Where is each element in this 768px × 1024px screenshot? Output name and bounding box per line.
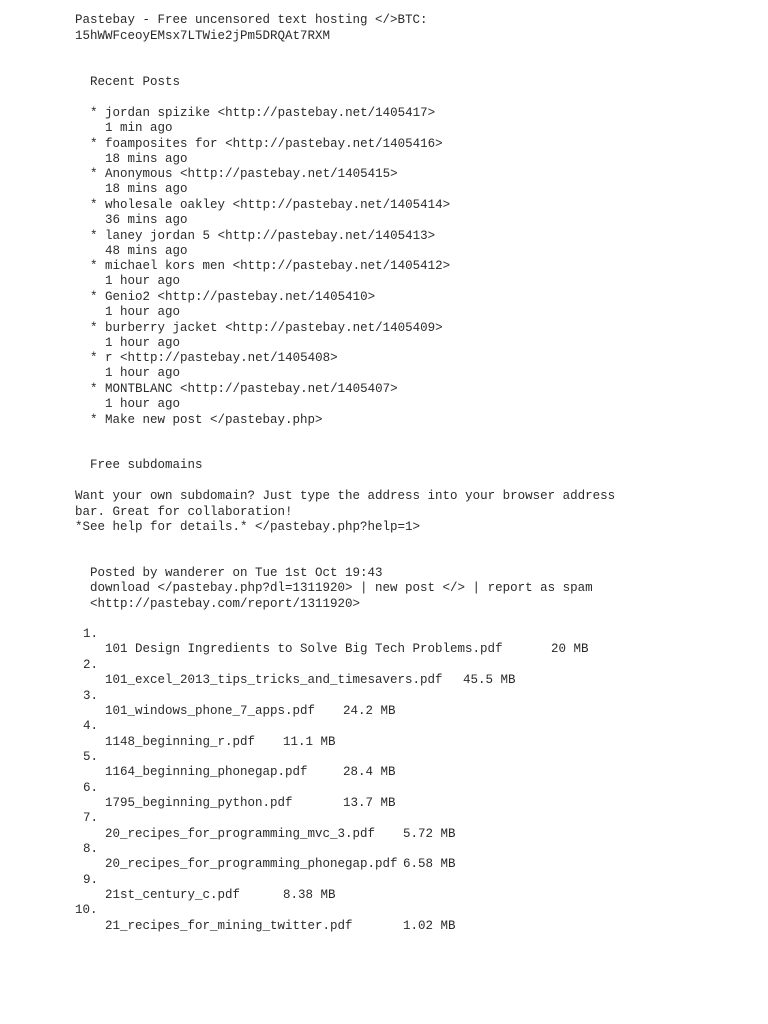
list-item[interactable]: * Genio2 <http://pastebay.net/1405410> (90, 290, 376, 304)
list-item[interactable]: * wholesale oakley <http://pastebay.net/1405414> (90, 198, 451, 212)
free-subdomains-heading: Free subdomains (90, 458, 203, 472)
file-number: 7. (83, 811, 99, 825)
post-link[interactable]: <http://pastebay.net/1405410> (157, 290, 376, 304)
post-title: r (105, 351, 113, 365)
file-name: 101 Design Ingredients to Solve Big Tech Problems.pdf (105, 642, 503, 656)
file-number: 10. (75, 903, 98, 917)
post-age: 1 hour ago (105, 274, 181, 288)
file-size: 5.72 MB (403, 827, 456, 841)
list-item[interactable]: * laney jordan 5 <http://pastebay.net/1405413> (90, 229, 436, 243)
file-number: 4. (83, 719, 99, 733)
file-size: 13.7 MB (343, 796, 396, 810)
file-size: 28.4 MB (343, 765, 396, 779)
list-item[interactable]: * burberry jacket <http://pastebay.net/1405409> (90, 321, 443, 335)
file-name: 1148_beginning_r.pdf (105, 735, 256, 749)
post-age: 1 hour ago (105, 397, 181, 411)
post-link[interactable]: <http://pastebay.net/1405413> (217, 229, 436, 243)
list-item[interactable]: * r <http://pastebay.net/1405408> (90, 351, 338, 365)
post-age: 18 mins ago (105, 182, 188, 196)
file-size: 1.02 MB (403, 919, 456, 933)
file-number: 9. (83, 873, 99, 887)
site-header-btc-address: 15hWWFceoyEMsx7LTWie2jPm5DRQAt7RXM (75, 29, 331, 43)
help-details-link[interactable]: *See help for details.* </pastebay.php?help=1> (75, 520, 421, 534)
file-size: 8.38 MB (283, 888, 336, 902)
post-age: 1 hour ago (105, 305, 181, 319)
post-link[interactable]: <http://pastebay.net/1405416> (225, 137, 443, 151)
post-title: jordan spizike (105, 106, 211, 120)
post-author-line: Posted by wanderer on Tue 1st Oct 19:43 (90, 566, 383, 580)
free-subdomains-text-1: Want your own subdomain? Just type the address into your browser address (75, 489, 616, 503)
post-link[interactable]: <http://pastebay.net/1405414> (232, 198, 451, 212)
file-name: 101_excel_2013_tips_tricks_and_timesavers.pdf (105, 673, 443, 687)
file-number: 6. (83, 781, 99, 795)
list-item[interactable]: * foamposites for <http://pastebay.net/1405416> (90, 137, 443, 151)
make-new-post-label[interactable]: Make new post </pastebay.php> (105, 413, 323, 427)
file-name: 1795_beginning_python.pdf (105, 796, 293, 810)
file-name: 21st_century_c.pdf (105, 888, 241, 902)
post-title: MONTBLANC (105, 382, 173, 396)
file-number: 1. (83, 627, 99, 641)
list-item[interactable]: * michael kors men <http://pastebay.net/1405412> (90, 259, 451, 273)
post-title: michael kors men (105, 259, 226, 273)
recent-posts-heading: Recent Posts (90, 75, 181, 89)
file-name: 21_recipes_for_mining_twitter.pdf (105, 919, 353, 933)
file-number: 8. (83, 842, 99, 856)
free-subdomains-text-2: bar. Great for collaboration! (75, 505, 293, 519)
post-age: 1 hour ago (105, 336, 181, 350)
post-link[interactable]: <http://pastebay.net/1405407> (180, 382, 398, 396)
post-title: Anonymous (105, 167, 173, 181)
list-item[interactable]: * jordan spizike <http://pastebay.net/1405417> (90, 106, 436, 120)
post-title: wholesale oakley (105, 198, 226, 212)
report-spam-link[interactable]: <http://pastebay.com/report/1311920> (90, 597, 361, 611)
post-link[interactable]: <http://pastebay.net/1405409> (225, 321, 443, 335)
file-number: 2. (83, 658, 99, 672)
post-actions-line[interactable]: download </pastebay.php?dl=1311920> | new post </> | report as spam (90, 581, 593, 595)
post-title: Genio2 (105, 290, 151, 304)
file-size: 6.58 MB (403, 857, 456, 871)
post-title: foamposites for (105, 137, 218, 151)
file-number: 3. (83, 689, 99, 703)
post-title: laney jordan 5 (105, 229, 211, 243)
site-header-line-1: Pastebay - Free uncensored text hosting </>BTC: (75, 13, 428, 27)
post-link[interactable]: <http://pastebay.net/1405408> (120, 351, 338, 365)
file-name: 20_recipes_for_programming_phonegap.pdf (105, 857, 398, 871)
post-age: 18 mins ago (105, 152, 188, 166)
file-size: 45.5 MB (463, 673, 516, 687)
post-age: 1 min ago (105, 121, 173, 135)
file-number: 5. (83, 750, 99, 764)
file-name: 101_windows_phone_7_apps.pdf (105, 704, 316, 718)
file-size: 11.1 MB (283, 735, 336, 749)
make-new-post-link[interactable]: * Make new post </pastebay.php> (90, 413, 323, 427)
list-item[interactable]: * Anonymous <http://pastebay.net/1405415> (90, 167, 398, 181)
post-link[interactable]: <http://pastebay.net/1405417> (217, 106, 436, 120)
file-name: 1164_beginning_phonegap.pdf (105, 765, 308, 779)
post-age: 36 mins ago (105, 213, 188, 227)
post-age: 48 mins ago (105, 244, 188, 258)
post-link[interactable]: <http://pastebay.net/1405415> (180, 167, 398, 181)
file-size: 20 MB (551, 642, 589, 656)
post-link[interactable]: <http://pastebay.net/1405412> (232, 259, 451, 273)
file-size: 24.2 MB (343, 704, 396, 718)
post-title: burberry jacket (105, 321, 218, 335)
file-name: 20_recipes_for_programming_mvc_3.pdf (105, 827, 376, 841)
post-age: 1 hour ago (105, 366, 181, 380)
list-item[interactable]: * MONTBLANC <http://pastebay.net/1405407> (90, 382, 398, 396)
